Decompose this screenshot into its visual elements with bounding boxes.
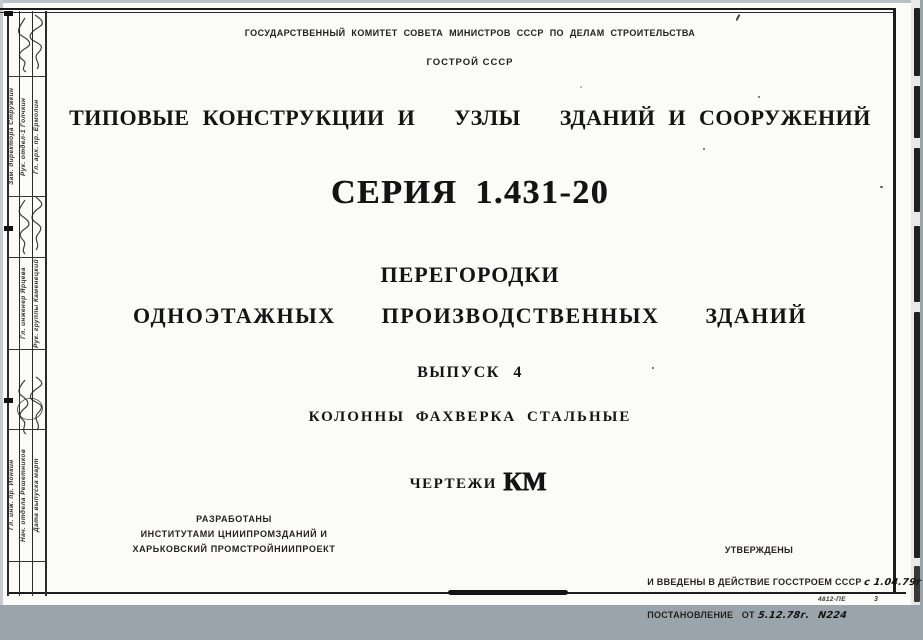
resolution-date-hand: 5.12.78г. [756, 610, 811, 621]
drawings-line [50, 449, 890, 515]
stamp-entry: Рук. группы Каменецкий [33, 259, 40, 348]
org-gosstroy-line: ГОСТРОЙ СССР [426, 57, 514, 68]
drawings-label: ЧЕРТЕЖИ [409, 476, 497, 492]
signature-scribble [30, 195, 44, 253]
developed-line3: ХАРЬКОВСКИЙ ПРОМСТРОЙНИИПРОЕКТ [132, 544, 336, 554]
binding-mark [914, 312, 920, 558]
scan-speck [880, 186, 883, 188]
stamp-line [7, 76, 47, 77]
signature-scribble [17, 198, 31, 256]
developed-line2: ИНСТИТУТАМИ ЦНИИПРОМЗДАНИЙ И [140, 529, 328, 539]
scan-speck [758, 96, 760, 98]
stamp-line [7, 257, 47, 258]
stamp-line [7, 561, 47, 562]
scan-speck [580, 86, 582, 88]
stamp-corner-mark [4, 11, 13, 16]
drawings-code: КМ [502, 467, 547, 496]
footer-doc-code: 4812-ПЕ [818, 596, 846, 603]
subject-title-line2: ОДНОЭТАЖНЫХ ПРОИЗВОДСТВЕННЫХ ЗДАНИЙ [133, 303, 807, 328]
developed-line1: РАЗРАБОТАНЫ [196, 514, 272, 524]
stamp-entry: Нач. отдела Решетников [20, 448, 27, 542]
approved-line3: ПОСТАНОВЛЕНИЕ ОТ 5.12.78г. N224 [647, 610, 846, 620]
stamp-entry: Рук. отдел-1 Голчкин [20, 97, 27, 176]
resolution-number-hand: N224 [816, 610, 848, 621]
scan-speck [703, 148, 705, 150]
frame-border-top-inner [0, 12, 896, 13]
org-committee-line: ГОСУДАРСТВЕННЫЙ КОМИТЕТ СОВЕТА МИНИСТРОВ СССР ПО ДЕЛАМ СТРОИТЕЛЬСТВА [244, 28, 696, 38]
stamp-entry: Зам. директора Стружкин [8, 87, 15, 186]
binding-mark [914, 226, 920, 302]
stamp-corner-mark [4, 398, 13, 403]
scan-edge-top [0, 0, 920, 3]
scan-speck [735, 14, 740, 21]
stamp-entry: Гл. инж. пр. Ионкин [8, 459, 15, 531]
stamp-line [7, 349, 47, 350]
stamp-entry: Гл. инженер Ярцева [20, 267, 27, 340]
signature-scribble [17, 16, 31, 74]
binding-mark [914, 86, 920, 138]
signature-scribble [30, 13, 44, 71]
frame-border-right [893, 9, 896, 594]
approved-line1: УТВЕРЖДЕНЫ [724, 545, 794, 555]
series-number-title: СЕРИЯ 1.431-20 [330, 174, 610, 211]
stamp-entry: Дата выпуска март [33, 458, 40, 532]
subject-title-line1: ПЕРЕГОРОДКИ [380, 262, 560, 287]
series-category-title: ТИПОВЫЕ КОНСТРУКЦИИ И УЗЛЫ ЗДАНИЙ И СООРУЖЕНИЙ [69, 105, 871, 130]
footer-page-number: 3 [874, 596, 878, 603]
approved-date-hand: с 1.04.79г [863, 577, 923, 588]
frame-border-top [0, 8, 896, 10]
stamp-line [45, 11, 47, 596]
issue-label: ВЫПУСК 4 [417, 364, 523, 381]
scan-edge-left [0, 0, 3, 605]
frame-border-bottom-thick [448, 590, 568, 595]
approved-line2: И ВВЕДЕНЫ В ДЕЙСТВИЕ ГОССТРОЕМ СССР с 1.04.79г [647, 577, 921, 587]
binding-mark [914, 8, 920, 76]
scan-speck [652, 367, 654, 369]
developed-by-block [104, 512, 364, 557]
issue-subject: КОЛОННЫ ФАХВЕРКА СТАЛЬНЫЕ [308, 409, 632, 425]
binding-mark [914, 148, 920, 212]
approved-block [636, 510, 923, 640]
stamp-corner-mark [4, 226, 13, 231]
stamp-entry: Гл. арх. пр. Ермолин [33, 99, 40, 174]
